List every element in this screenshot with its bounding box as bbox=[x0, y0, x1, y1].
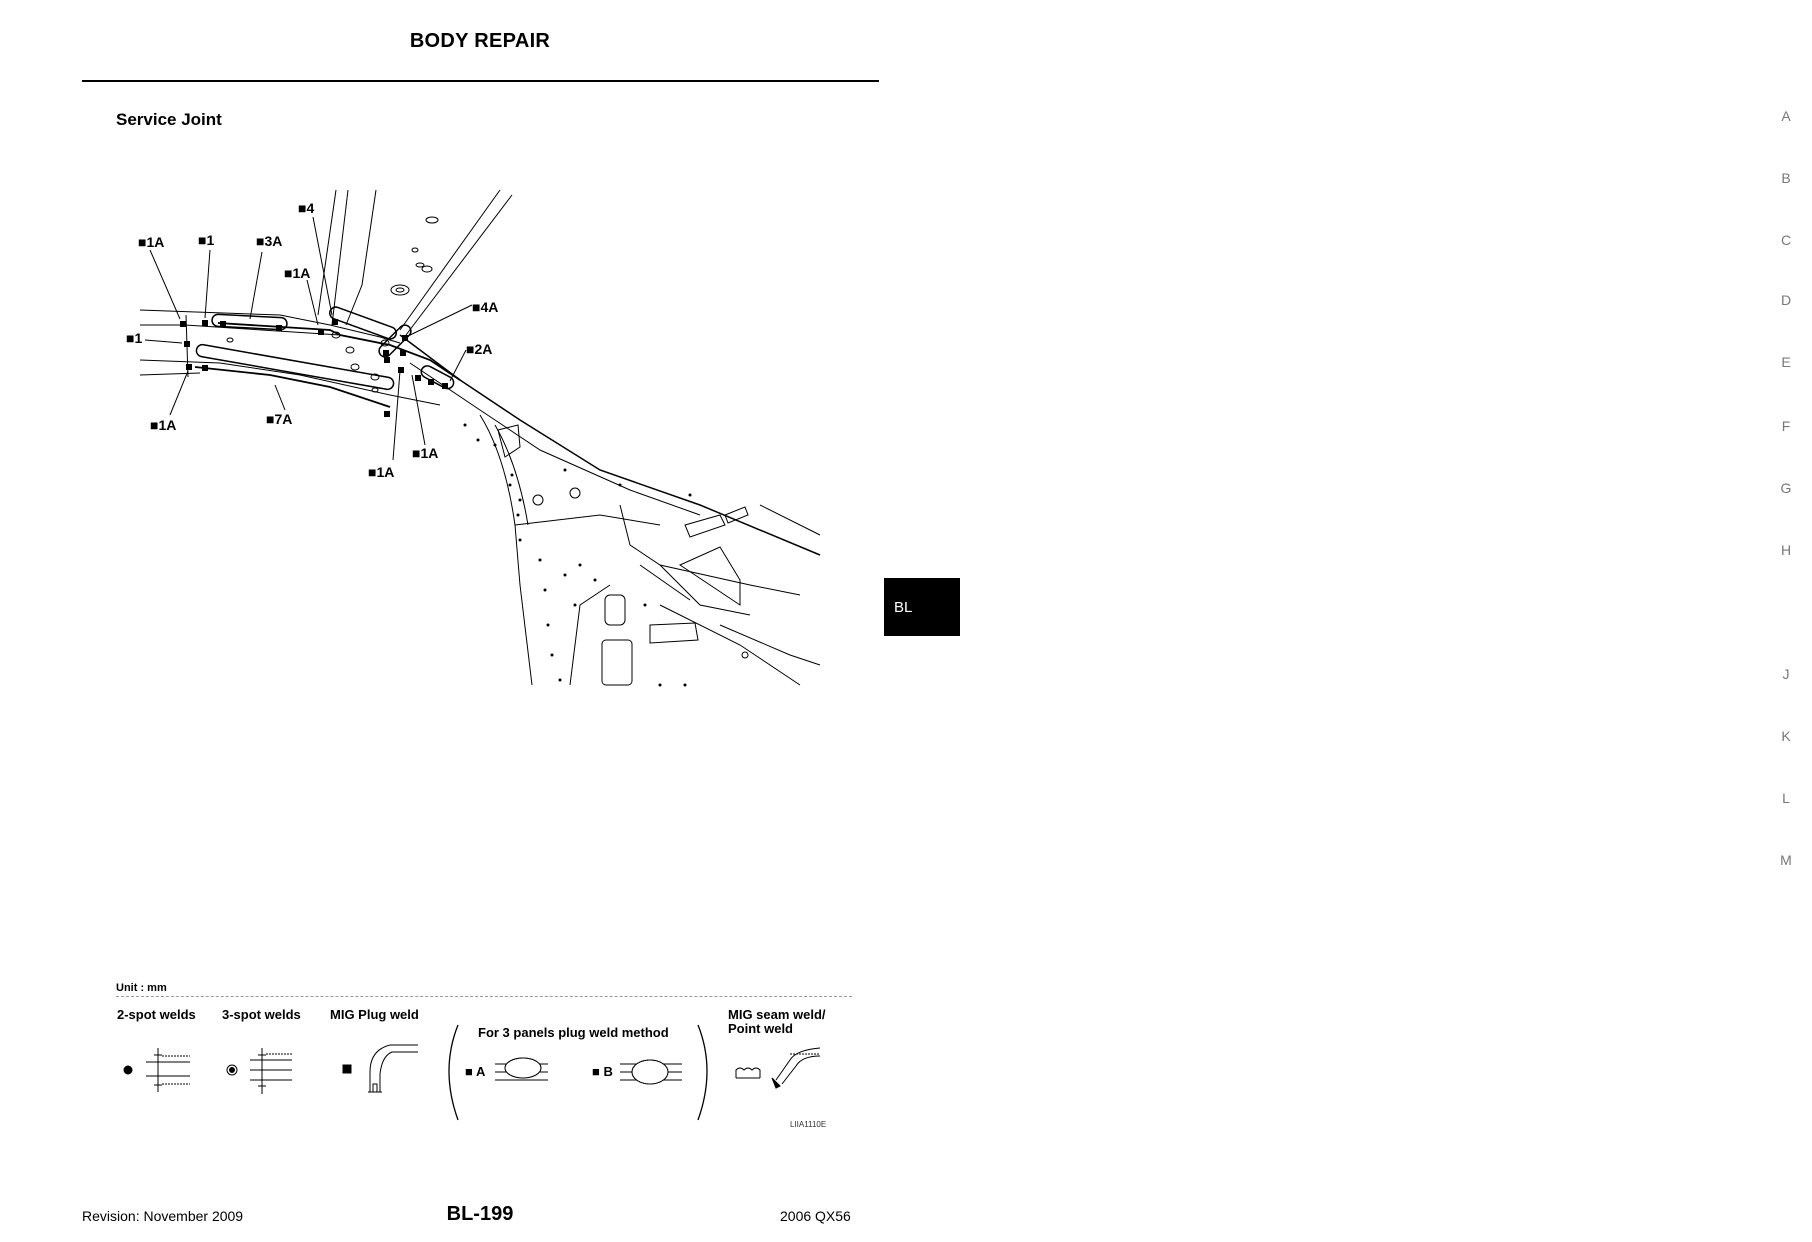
footer-model: 2006 QX56 bbox=[780, 1208, 851, 1224]
legend-marker-a: ■ A bbox=[465, 1064, 486, 1079]
weld-label-4: ■4 bbox=[298, 200, 315, 216]
index-tab-l[interactable]: L bbox=[1782, 790, 1790, 806]
index-tab-k[interactable]: K bbox=[1781, 728, 1791, 744]
index-tab-bl-active[interactable]: BL bbox=[884, 578, 960, 636]
weld-label-1a-top: ■1A bbox=[138, 234, 165, 250]
index-tab-a[interactable]: A bbox=[1781, 108, 1791, 124]
legend-mig-plug-weld: MIG Plug weld bbox=[330, 1007, 419, 1022]
header-divider bbox=[82, 80, 879, 82]
weld-symbol-legend bbox=[100, 1010, 840, 1120]
index-tab-j[interactable]: J bbox=[1782, 666, 1790, 682]
index-tab-f[interactable]: F bbox=[1781, 418, 1791, 434]
index-tab-e[interactable]: E bbox=[1781, 354, 1791, 370]
legend-3-panels-method: For 3 panels plug weld method bbox=[478, 1025, 669, 1040]
index-tab-c[interactable]: C bbox=[1780, 232, 1792, 248]
weld-label-1-top: ■1 bbox=[198, 232, 215, 248]
weld-label-1a-mid: ■1A bbox=[284, 265, 311, 281]
legend-mig-seam-weld: MIG seam weld/ bbox=[728, 1007, 826, 1022]
index-tab-m[interactable]: M bbox=[1780, 852, 1792, 868]
legend-divider bbox=[116, 996, 852, 997]
legend-3-spot-welds: 3-spot welds bbox=[222, 1007, 301, 1022]
section-title: Service Joint bbox=[116, 110, 222, 129]
weld-label-1a-bottom: ■1A bbox=[368, 464, 395, 480]
weld-label-1a-bottom-right: ■1A bbox=[412, 445, 439, 461]
index-tab-b[interactable]: B bbox=[1781, 170, 1791, 186]
index-tab-g[interactable]: G bbox=[1780, 480, 1792, 496]
weld-label-2a: ■2A bbox=[466, 341, 493, 357]
legend-2-spot-welds: 2-spot welds bbox=[117, 1007, 196, 1022]
weld-label-4a: ■4A bbox=[472, 299, 499, 315]
footer-revision: Revision: November 2009 bbox=[82, 1208, 244, 1224]
page-header-title: BODY REPAIR bbox=[409, 30, 551, 52]
weld-label-7a: ■7A bbox=[266, 411, 293, 427]
index-tab-h[interactable]: H bbox=[1780, 542, 1792, 558]
unit-label: Unit : mm bbox=[116, 982, 167, 994]
footer-page-number: BL-199 bbox=[446, 1203, 514, 1225]
weld-label-3a: ■3A bbox=[256, 233, 283, 249]
index-tab-d[interactable]: D bbox=[1780, 292, 1792, 308]
legend-marker-b: ■ B bbox=[592, 1064, 613, 1079]
service-joint-diagram bbox=[100, 185, 830, 705]
weld-label-1a-bottom-left: ■1A bbox=[150, 417, 177, 433]
figure-code: LIIA1110E bbox=[790, 1120, 827, 1129]
legend-point-weld: Point weld bbox=[728, 1021, 793, 1036]
weld-label-1-left: ■1 bbox=[126, 330, 143, 346]
